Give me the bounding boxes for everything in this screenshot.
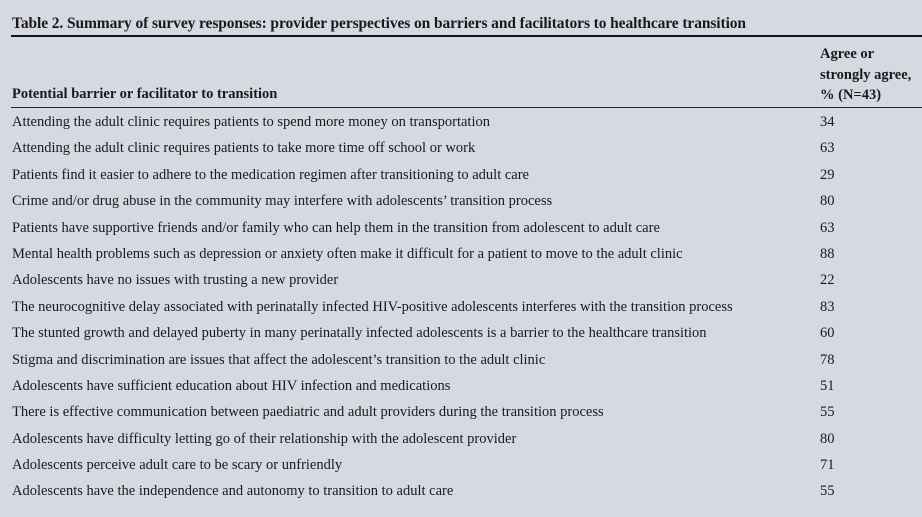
row-label: Attending the adult clinic requires patients to spend more money on transportation xyxy=(12,114,490,130)
row-label: There is effective communication between paediatric and adult providers during the transition process xyxy=(12,404,604,421)
row-value: 55 xyxy=(820,483,835,500)
row-label: Adolescents have no issues with trusting a new provider xyxy=(12,272,339,289)
row-value: 83 xyxy=(820,298,835,315)
table-row xyxy=(0,323,922,349)
row-label: The neurocognitive delay associated with perinatally infected HIV-positive adolescents interferes with the transition process xyxy=(12,298,733,315)
row-label: Crime and/or drug abuse in the community may interfere with adolescents’ transition process xyxy=(12,193,553,210)
row-label: Attending the adult clinic requires patients to take more time off school or work xyxy=(12,140,476,157)
row-label: Patients find it easier to adhere to the medication regimen after transitioning to adult care xyxy=(12,166,529,183)
table-row xyxy=(0,112,922,138)
row-value: 51 xyxy=(820,377,835,394)
table-row xyxy=(0,138,922,164)
title-rule xyxy=(11,35,922,37)
column-header-value-line1: Agree or xyxy=(820,46,875,62)
header-rule xyxy=(11,107,922,108)
table-row xyxy=(0,191,922,217)
row-value: 22 xyxy=(820,272,835,289)
table-row xyxy=(0,481,922,507)
row-label: Patients have supportive friends and/or family who can help them in the transition from adolescent to adult care xyxy=(12,219,660,236)
table-row xyxy=(0,402,922,428)
table-row xyxy=(0,376,922,402)
column-header-item: Potential barrier or facilitator to transition xyxy=(12,86,278,102)
row-value: 78 xyxy=(820,351,835,368)
column-header-value-line2: strongly agree, xyxy=(820,66,912,83)
row-value: 80 xyxy=(820,430,835,447)
table-row xyxy=(0,350,922,376)
row-value: 71 xyxy=(820,457,835,474)
row-value: 63 xyxy=(820,140,835,157)
table-title: Table 2. Summary of survey responses: provider perspectives on barriers and facilitators to healthcare transition xyxy=(12,15,746,32)
row-value: 63 xyxy=(820,219,835,236)
row-label: Adolescents have the independence and autonomy to transition to adult care xyxy=(12,483,454,500)
table-row xyxy=(0,455,922,481)
table-body xyxy=(0,112,922,508)
table-row xyxy=(0,244,922,270)
row-label: Adolescents have difficulty letting go of their relationship with the adolescent provider xyxy=(12,430,517,447)
row-value: 60 xyxy=(820,325,835,342)
table-row xyxy=(0,165,922,191)
table-row xyxy=(0,270,922,296)
row-value: 34 xyxy=(820,114,835,130)
row-label: Adolescents have sufficient education about HIV infection and medications xyxy=(12,377,451,394)
row-label: Adolescents perceive adult care to be scary or unfriendly xyxy=(12,457,343,474)
column-header-value-line3: % (N=43) xyxy=(820,87,882,103)
table-row xyxy=(0,297,922,323)
row-value: 80 xyxy=(820,193,835,210)
row-value: 88 xyxy=(820,245,835,262)
table-row xyxy=(0,429,922,455)
row-label: The stunted growth and delayed puberty in many perinatally infected adolescents is a barrier to the healthcare transition xyxy=(12,325,707,342)
row-value: 29 xyxy=(820,166,835,183)
row-label: Mental health problems such as depression or anxiety often make it difficult for a patient to move to the adult clinic xyxy=(12,245,683,262)
row-label: Stigma and discrimination are issues that affect the adolescent’s transition to the adult clinic xyxy=(12,351,546,368)
table-row xyxy=(0,218,922,244)
row-value: 55 xyxy=(820,404,835,421)
column-header-value xyxy=(820,44,911,106)
